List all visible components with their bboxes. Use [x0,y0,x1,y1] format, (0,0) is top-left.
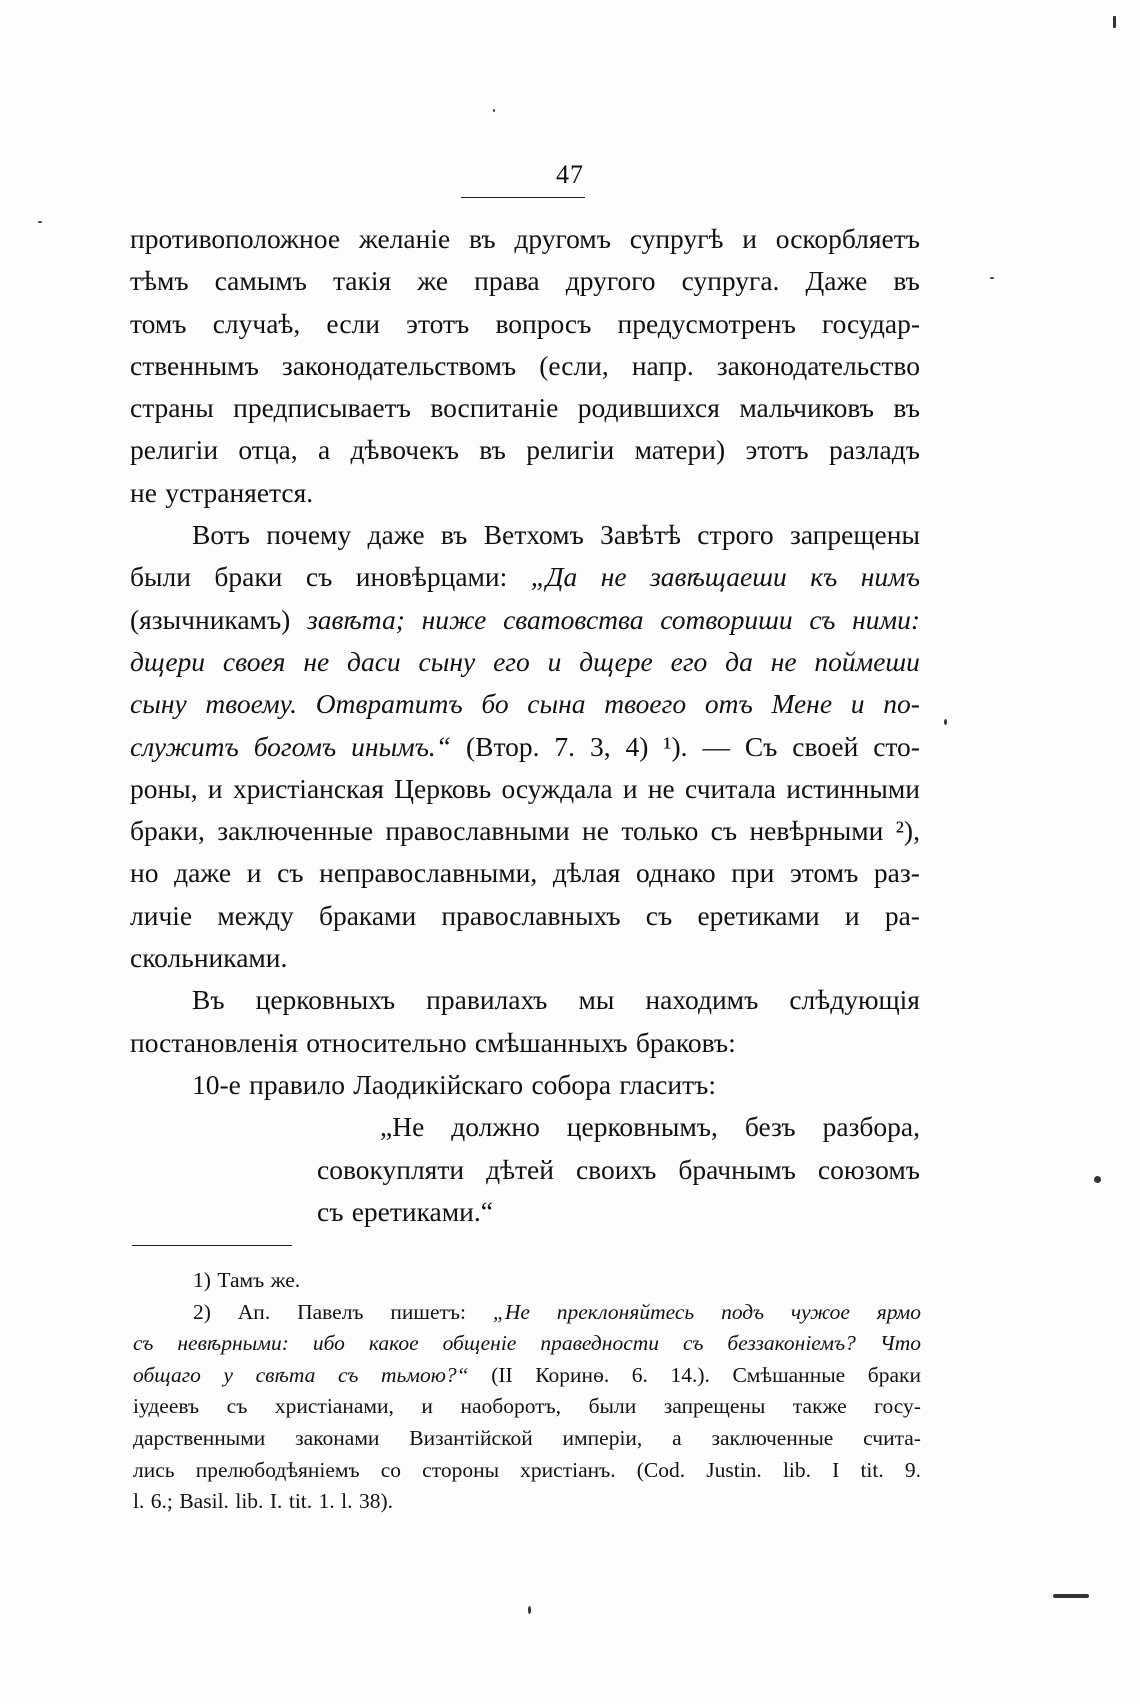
word: Basil. [179,1489,229,1514]
word: даже [367,519,425,551]
word: правилахъ [426,984,548,1016]
word: Съ [744,730,778,762]
word: церковнымъ, [566,1111,718,1143]
text-line [130,218,920,260]
word: этотъ [406,307,470,339]
footnote-line [133,1486,921,1518]
scan-speck [944,719,947,725]
word: поймеши [814,645,920,677]
word: совокупляти [317,1153,465,1185]
word: сотвориши [660,603,793,635]
text-line [130,852,920,894]
word: только [621,815,699,847]
word: Коринѳ. [535,1362,610,1387]
word: религіи [130,434,219,466]
text-line [130,1191,920,1233]
word: отъ [704,688,753,720]
word: страны [130,392,214,424]
word: неправославными, [319,857,538,889]
text-line [130,472,920,514]
word: воспитаніе [430,392,559,424]
word: считала [685,772,776,804]
word: также [792,1394,847,1419]
word: христіанская [232,772,384,804]
word: ибо [312,1331,345,1356]
word: въ [440,519,468,551]
word: съ [337,1362,359,1387]
word: этотъ [745,434,809,466]
word: пишетъ: [390,1299,467,1324]
word: дщери [130,645,206,677]
text-line [130,429,920,471]
word: даси [347,645,401,677]
word: Что [879,1331,921,1356]
word: почему [266,519,352,551]
word: заключенные [711,1425,834,1450]
word: свѣта [255,1362,316,1387]
word: вопросъ [495,307,592,339]
word: съ [710,815,738,847]
word: служитъ [130,730,239,762]
word: между [217,899,294,931]
text-line [130,514,920,556]
word: не [647,772,675,804]
word: относительно [306,1026,467,1058]
word: своея [222,645,286,677]
word: и [622,772,638,804]
word: къ [810,561,838,593]
word: дарственными [133,1425,266,1450]
word: браки [214,561,283,593]
scan-speck [1094,1176,1101,1183]
word: не [303,645,330,677]
word: имперіи, [562,1425,643,1450]
word: должно [451,1111,540,1143]
word: дѣтей [486,1153,554,1185]
word: осуждала [501,772,613,804]
word: не [600,561,627,593]
word: православными [385,815,570,847]
main-text [130,218,920,1233]
word: Тамъ [217,1268,265,1292]
word: съ [682,1331,704,1356]
scan-speck [493,109,495,112]
word: напр. [631,349,694,381]
text-line [130,641,920,683]
word: церковныхъ [255,984,396,1016]
word: дѣлая [552,857,621,889]
footnote-line [133,1265,921,1297]
word: общеніе [442,1331,517,1356]
text-line [130,599,920,641]
word: подъ [721,1299,765,1324]
footnote-rule [132,1245,292,1246]
word: съ [809,603,836,635]
word: супругѣ [629,223,724,254]
word: Въ [192,984,225,1016]
word: браки, [130,815,205,847]
word: „Не [492,1299,530,1324]
word: завѣта; [307,603,405,635]
word: Ап. [237,1299,271,1324]
word: ниже [421,603,487,635]
word: l. [341,1489,353,1514]
word: мы [578,984,615,1016]
word: Павелъ [297,1299,364,1324]
footnote-line [133,1328,921,1360]
word: собора [531,1068,612,1100]
word: этомъ [789,857,859,889]
word: были [588,1394,637,1419]
word: иновѣрцами: [355,561,508,593]
word: противоположное [130,223,341,254]
word: Византійской [409,1425,533,1450]
scan-speck [1053,1594,1089,1598]
word: не [130,476,157,508]
scan-speck [990,277,994,279]
word: другого [565,265,656,297]
word: въ [479,434,506,466]
word: съ [226,1394,248,1419]
word: браками [318,899,417,931]
word: слѣдующія [789,984,920,1016]
word: и [246,857,262,889]
word: истинными [786,772,920,804]
word: инымъ.“ [351,730,452,762]
word: преклоняйтесь [556,1299,695,1324]
word: 6.; [150,1489,173,1514]
word: заключенные [217,815,374,847]
word: (II [491,1362,513,1387]
word: tit. [860,1457,884,1482]
word: (если, [539,349,609,381]
word: по- [883,688,920,720]
text-line [130,979,920,1021]
text-line [130,345,920,387]
word: 7. [554,730,576,762]
word: родившихся [577,392,720,424]
word: невѣрными: [177,1331,289,1356]
word: своихъ [575,1153,657,1185]
word: запрещены [663,1394,766,1419]
word: строго [697,519,774,551]
text-line [130,726,920,768]
word: еретиками.“ [351,1195,493,1227]
word: дѣвочекъ [350,434,459,466]
word: тѣмъ [130,265,189,297]
word: браки [867,1362,921,1387]
word: его [493,645,530,677]
text-line [130,556,920,598]
word: запрещены [789,519,920,551]
word: личіе [130,899,193,931]
word: невѣрными [749,815,884,847]
word: праведности [540,1331,660,1356]
text-line [130,1064,920,1106]
word: нимъ [860,561,920,593]
word: ярмо [876,1299,921,1324]
word: даже [174,857,232,889]
word: (Втор. [466,730,540,762]
footnotes [133,1265,921,1518]
text-line [130,937,920,979]
word: постановленія [130,1026,298,1058]
word: 2) [193,1299,211,1324]
text-line [130,1106,920,1148]
text-line [130,895,920,937]
word: счита- [863,1425,921,1450]
word: были [130,561,191,593]
word: мальчиковъ [739,392,874,424]
word: I. [269,1489,283,1514]
word: въ [469,223,496,254]
word: брачнымъ [678,1153,796,1185]
word: оскорбляетъ [775,223,920,254]
word: союзомъ [817,1153,920,1185]
word: такія [332,265,392,297]
word: (Cod. [636,1457,686,1482]
text-line [130,683,920,725]
word: прелюбодѣяніемъ [195,1457,360,1482]
text-line [130,1149,920,1191]
word: при [731,857,775,889]
word: и [207,772,223,804]
word: христіанъ. [520,1457,616,1482]
word: правило [249,1068,345,1100]
word: однако [635,857,716,889]
word: Церковь [394,772,492,804]
word: ¹). [663,730,688,762]
text-line [130,260,920,302]
word: устраняется. [165,476,314,508]
word: I [832,1457,840,1482]
word: твоего [604,688,687,720]
word: роны, [130,772,198,804]
word: еретиками [697,899,820,931]
word: ними: [852,603,920,635]
word: и [547,645,562,677]
word: lib. [235,1489,264,1514]
word: чужое [790,1299,850,1324]
text-line [130,303,920,345]
word: другомъ [514,223,611,254]
word: стороны [422,1457,500,1482]
word: предусмотренъ [617,307,796,339]
word: предписываетъ [233,392,411,424]
page-number-rule [461,197,585,198]
word: Лаодикійскаго [353,1068,524,1100]
word: іудеевъ [133,1394,200,1419]
word: браковъ: [635,1026,736,1058]
word: 14.). [670,1362,710,1387]
word: разбора, [822,1111,920,1143]
word: и [421,1394,433,1419]
word: 38). [358,1489,393,1514]
word: и [742,223,757,254]
text-line [130,810,920,852]
word: въ [893,392,920,424]
word: законодательство [716,349,920,381]
word: христіанами, [274,1394,394,1419]
word: лись [133,1457,175,1482]
word: самымъ [214,265,307,297]
word: твоему. [205,688,298,720]
word: находимъ [645,984,759,1016]
word: а [672,1425,682,1450]
word: государ- [821,307,920,339]
word: lib. [782,1457,812,1482]
word: да [725,645,753,677]
word: дщере [579,645,653,677]
word: Отвратитъ [315,688,463,720]
word: наоборотъ, [460,1394,562,1419]
word: православныхъ [441,899,621,931]
word: завѣщаеши [650,561,787,593]
word: сына [527,688,586,720]
word: съ [277,857,304,889]
word: религіи [526,434,615,466]
word: „Да [530,561,578,593]
footnote-line [133,1297,921,1329]
word: если [326,307,380,339]
word: права [474,265,540,297]
word: ра- [884,899,920,931]
scan-speck [528,1606,531,1614]
word: 3, [589,730,611,762]
footnote-line [133,1455,921,1487]
word: и [850,688,865,720]
word: а [317,434,331,466]
word: 6. [631,1362,648,1387]
word: Даже [805,265,868,297]
word: l. [133,1489,145,1514]
word: какое [368,1331,419,1356]
word: богомъ [253,730,337,762]
word: раз- [873,857,920,889]
word: законодательствомъ [281,349,517,381]
word: же [417,265,449,297]
word: — [702,730,730,762]
word: томъ [130,307,187,339]
word: ²), [895,815,920,847]
word: 9. [904,1457,921,1482]
footnote-line [133,1391,921,1423]
word: 10-е [192,1068,241,1100]
word: отца, [238,434,298,466]
word: но [130,857,159,889]
word: сыну [418,645,476,677]
word: матери) [634,434,726,466]
word: беззаконіемъ? [727,1331,856,1356]
word: же. [270,1268,301,1292]
word: сватовства [503,603,644,635]
word: смѣшанныхъ [474,1026,628,1058]
word: tit. [288,1489,313,1514]
word: бо [481,688,509,720]
word: „Не [380,1111,425,1143]
word: Ветхомъ [483,519,584,551]
word: супруга. [681,265,780,297]
word: желаніе [358,223,451,254]
word: законами [295,1425,380,1450]
word: въ [893,265,920,297]
page-number: 47 [556,160,584,189]
word: скольниками. [130,942,288,974]
word: сыну [130,688,187,720]
word: его [670,645,708,677]
footnote-line [133,1423,921,1455]
word: своей [792,730,859,762]
word: сто- [873,730,920,762]
word: Вотъ [192,519,250,551]
word: гласитъ: [619,1068,716,1100]
word: разладъ [828,434,920,466]
word: съ [133,1331,154,1356]
word: 4) [625,730,649,762]
word: безъ [744,1111,796,1143]
word: госу- [874,1394,921,1419]
word: Justin. [706,1457,762,1482]
word: случаѣ, [212,307,301,339]
word: съ [305,561,333,593]
word: тьмою?“ [380,1362,469,1387]
text-line [130,768,920,810]
word: съ [645,899,673,931]
word: ственнымъ [130,349,259,381]
word: и [844,899,860,931]
word: съ [317,1195,344,1227]
footnote-line [133,1360,921,1392]
word: со [380,1457,402,1482]
word: Завѣтѣ [600,519,681,551]
word: 1. [318,1489,335,1514]
word: 1) [193,1268,211,1292]
scan-speck [1113,16,1116,28]
scan-speck [38,221,42,223]
word: Мене [771,688,833,720]
text-line [130,1022,920,1064]
word: не [582,815,609,847]
word: не [770,645,797,677]
word: (язычникамъ) [130,603,291,635]
word: Смѣшанные [732,1362,846,1387]
text-line [130,387,920,429]
word: общаго [133,1362,201,1387]
word: у [223,1362,234,1387]
